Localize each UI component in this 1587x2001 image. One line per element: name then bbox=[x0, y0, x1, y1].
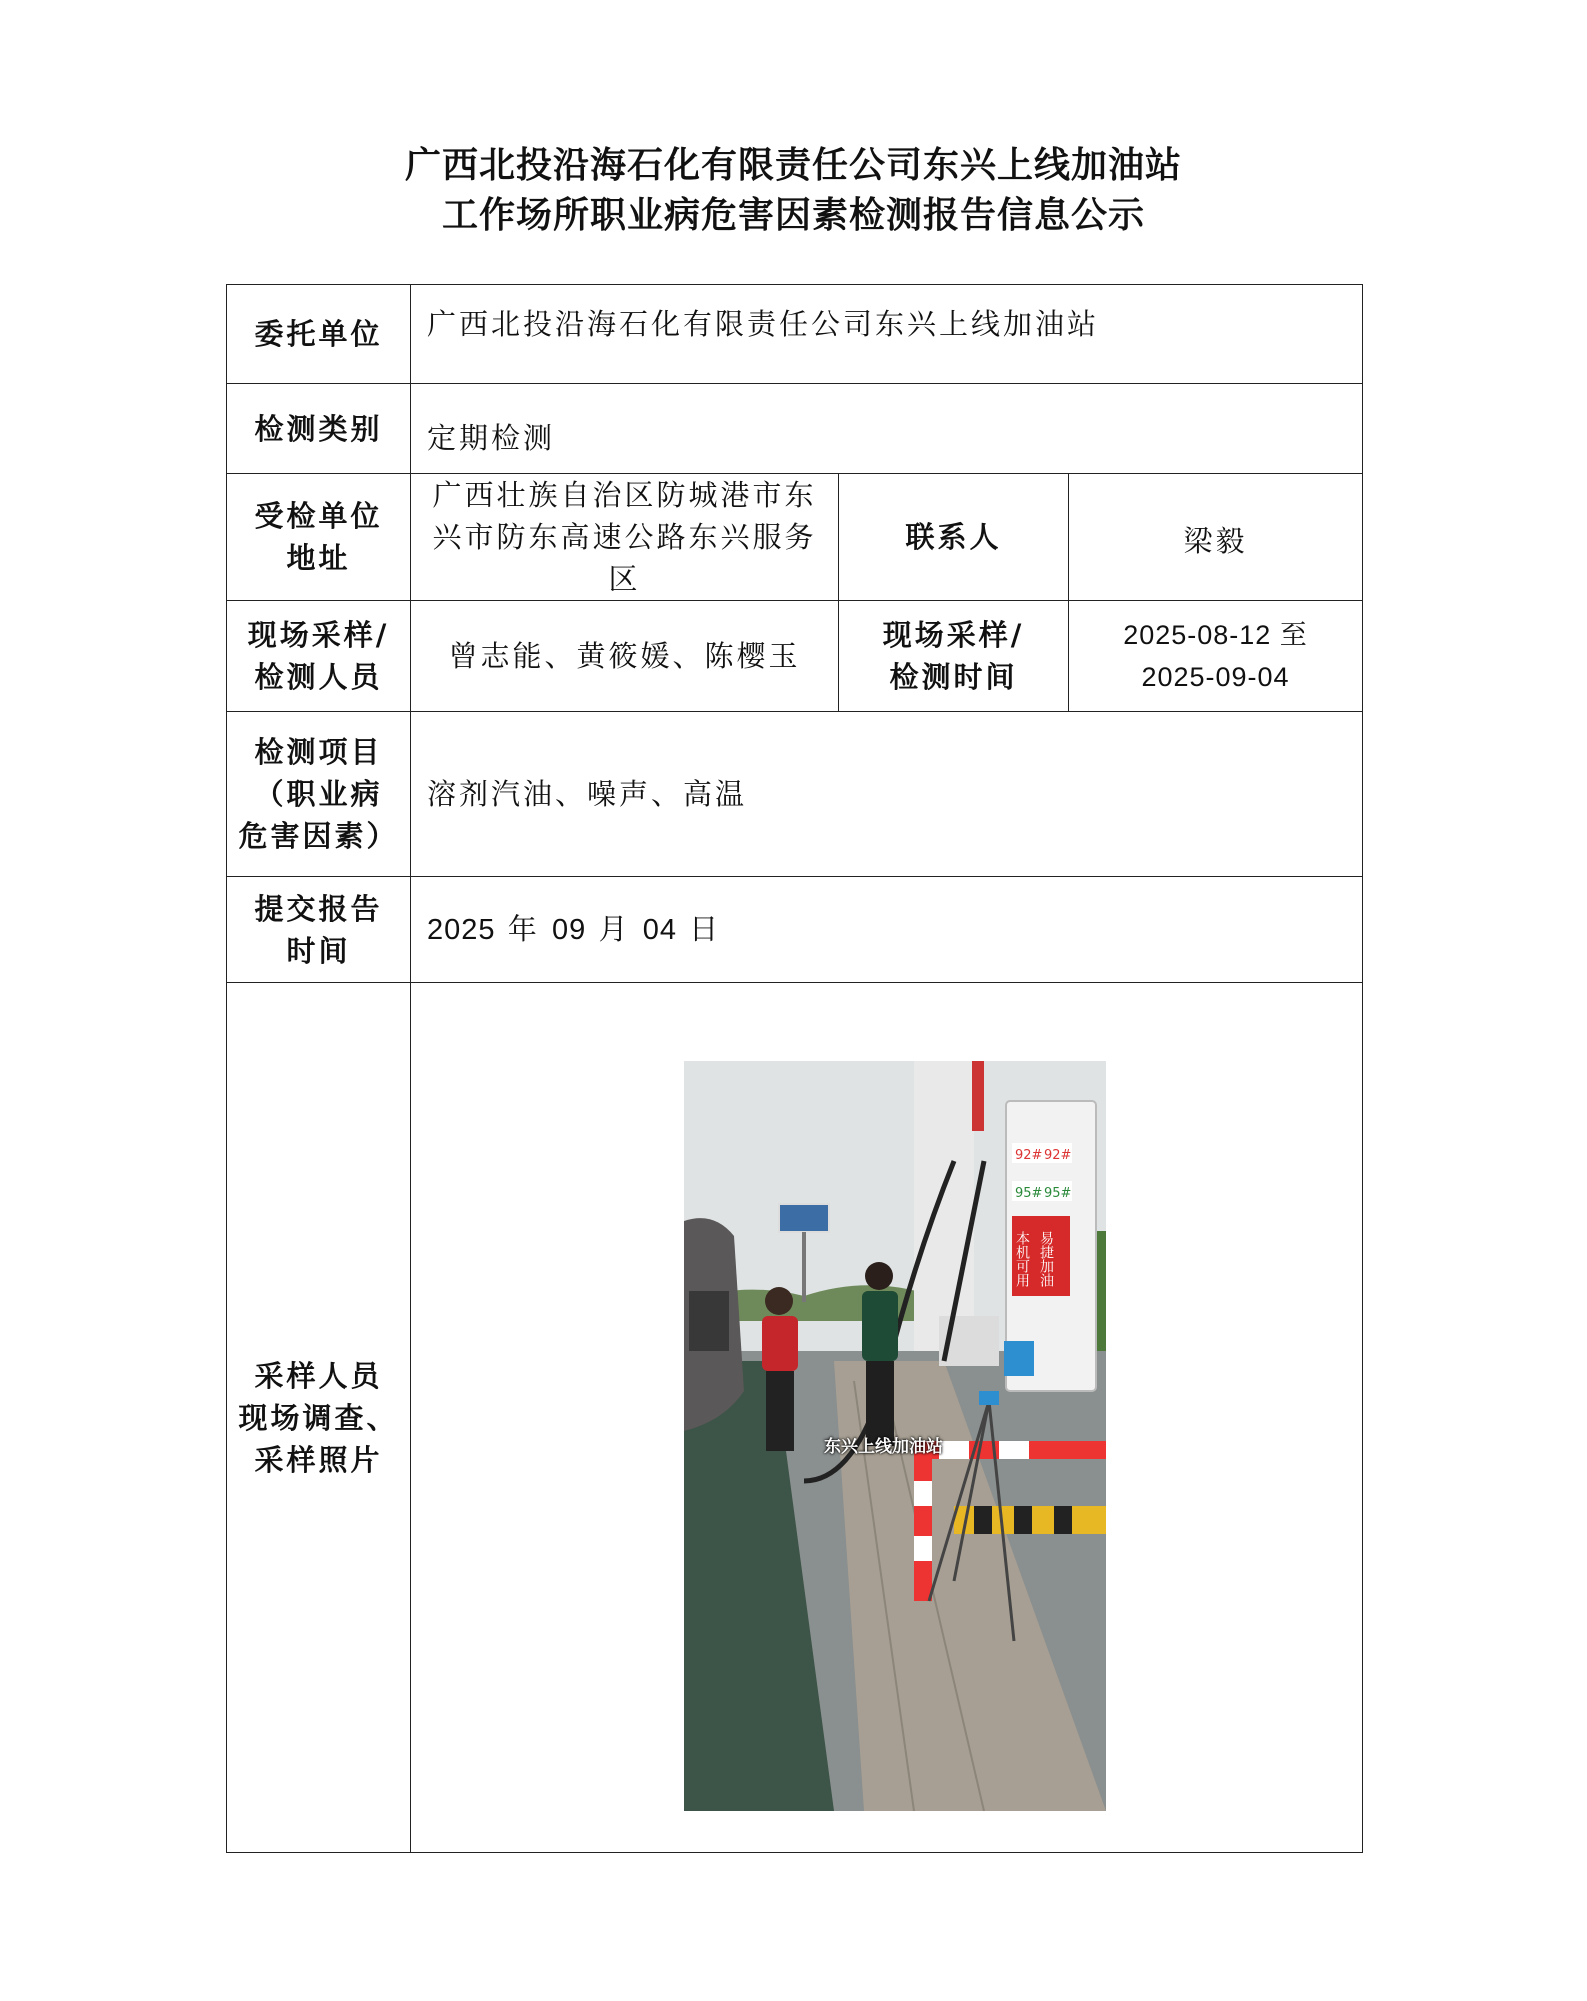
row-staff bbox=[227, 601, 1363, 712]
title-line-1: 广西北投沿海石化有限责任公司东兴上线加油站 bbox=[404, 144, 1182, 186]
staff-label bbox=[227, 601, 411, 712]
submit-day: 04 bbox=[642, 914, 677, 946]
staff-label-line-2: 检测人员 bbox=[254, 660, 383, 694]
staff-label-line-1: 现场采样/ bbox=[247, 618, 390, 652]
row-items bbox=[227, 712, 1363, 877]
row-submit bbox=[227, 877, 1363, 983]
time-value-line-1: 2025-08-12 至 bbox=[1123, 620, 1308, 650]
pump-label-4: 95# bbox=[1044, 1186, 1072, 1201]
client-value: 广西北投沿海石化有限责任公司东兴上线加油站 bbox=[411, 285, 1363, 384]
submit-year: 2025 bbox=[427, 914, 496, 946]
address-label bbox=[227, 474, 411, 601]
pump-label-3: 95# bbox=[1015, 1186, 1043, 1201]
address-value: 广西壮族自治区防城港市东兴市防东高速公路东兴服务区 bbox=[411, 474, 839, 601]
items-label bbox=[227, 712, 411, 877]
contact-value: 梁毅 bbox=[1069, 474, 1363, 601]
staff-value: 曾志能、黄筱媛、陈樱玉 bbox=[411, 601, 839, 712]
submit-day-unit: 日 bbox=[689, 912, 722, 946]
submit-month-unit: 月 bbox=[598, 912, 631, 946]
row-photo bbox=[227, 983, 1363, 1853]
pump-sign-col-2: 易捷加油 bbox=[1038, 1231, 1054, 1287]
site-photo bbox=[684, 1061, 1106, 1811]
photo-label bbox=[227, 983, 411, 1853]
photo-label-line-2: 现场调查、 bbox=[238, 1400, 399, 1435]
pump-label-2: 92# bbox=[1044, 1148, 1072, 1163]
items-label-line-3: 危害因素） bbox=[238, 819, 399, 853]
time-label-line-2: 检测时间 bbox=[889, 660, 1018, 694]
submit-month: 09 bbox=[551, 914, 587, 946]
submit-year-unit: 年 bbox=[507, 912, 540, 946]
row-client bbox=[227, 285, 1363, 384]
type-label: 检测类别 bbox=[227, 384, 411, 474]
photo-label-line-1: 采样人员 bbox=[254, 1358, 383, 1393]
time-label bbox=[839, 601, 1069, 712]
time-value bbox=[1069, 601, 1363, 712]
submit-value bbox=[411, 877, 1363, 983]
pump-label-1: 92# bbox=[1015, 1148, 1043, 1163]
items-label-line-1: 检测项目 bbox=[254, 735, 383, 769]
row-address bbox=[227, 474, 1363, 601]
items-label-line-2: （职业病 bbox=[254, 777, 383, 811]
row-type bbox=[227, 384, 1363, 474]
client-label: 委托单位 bbox=[227, 285, 411, 384]
submit-label bbox=[227, 877, 411, 983]
address-label-line-1: 受检单位 bbox=[254, 499, 383, 533]
page-title bbox=[0, 140, 1587, 240]
time-label-line-1: 现场采样/ bbox=[882, 618, 1025, 652]
submit-label-line-1: 提交报告 bbox=[254, 891, 383, 926]
submit-label-line-2: 时间 bbox=[286, 933, 351, 968]
title-line-2: 工作场所职业病危害因素检测报告信息公示 bbox=[441, 194, 1145, 236]
photo-label-line-3: 采样照片 bbox=[254, 1442, 383, 1477]
photo-cell bbox=[411, 983, 1363, 1853]
type-value: 定期检测 bbox=[411, 384, 1363, 474]
photo-caption: 东兴上线加油站 bbox=[824, 1437, 943, 1457]
time-value-line-2: 2025-09-04 bbox=[1141, 662, 1290, 692]
items-value: 溶剂汽油、噪声、高温 bbox=[411, 712, 1363, 877]
pump-sign-col-1: 本机可用 bbox=[1014, 1231, 1030, 1287]
info-table bbox=[226, 284, 1363, 1853]
address-label-line-2: 地址 bbox=[286, 541, 351, 575]
contact-label: 联系人 bbox=[839, 474, 1069, 601]
